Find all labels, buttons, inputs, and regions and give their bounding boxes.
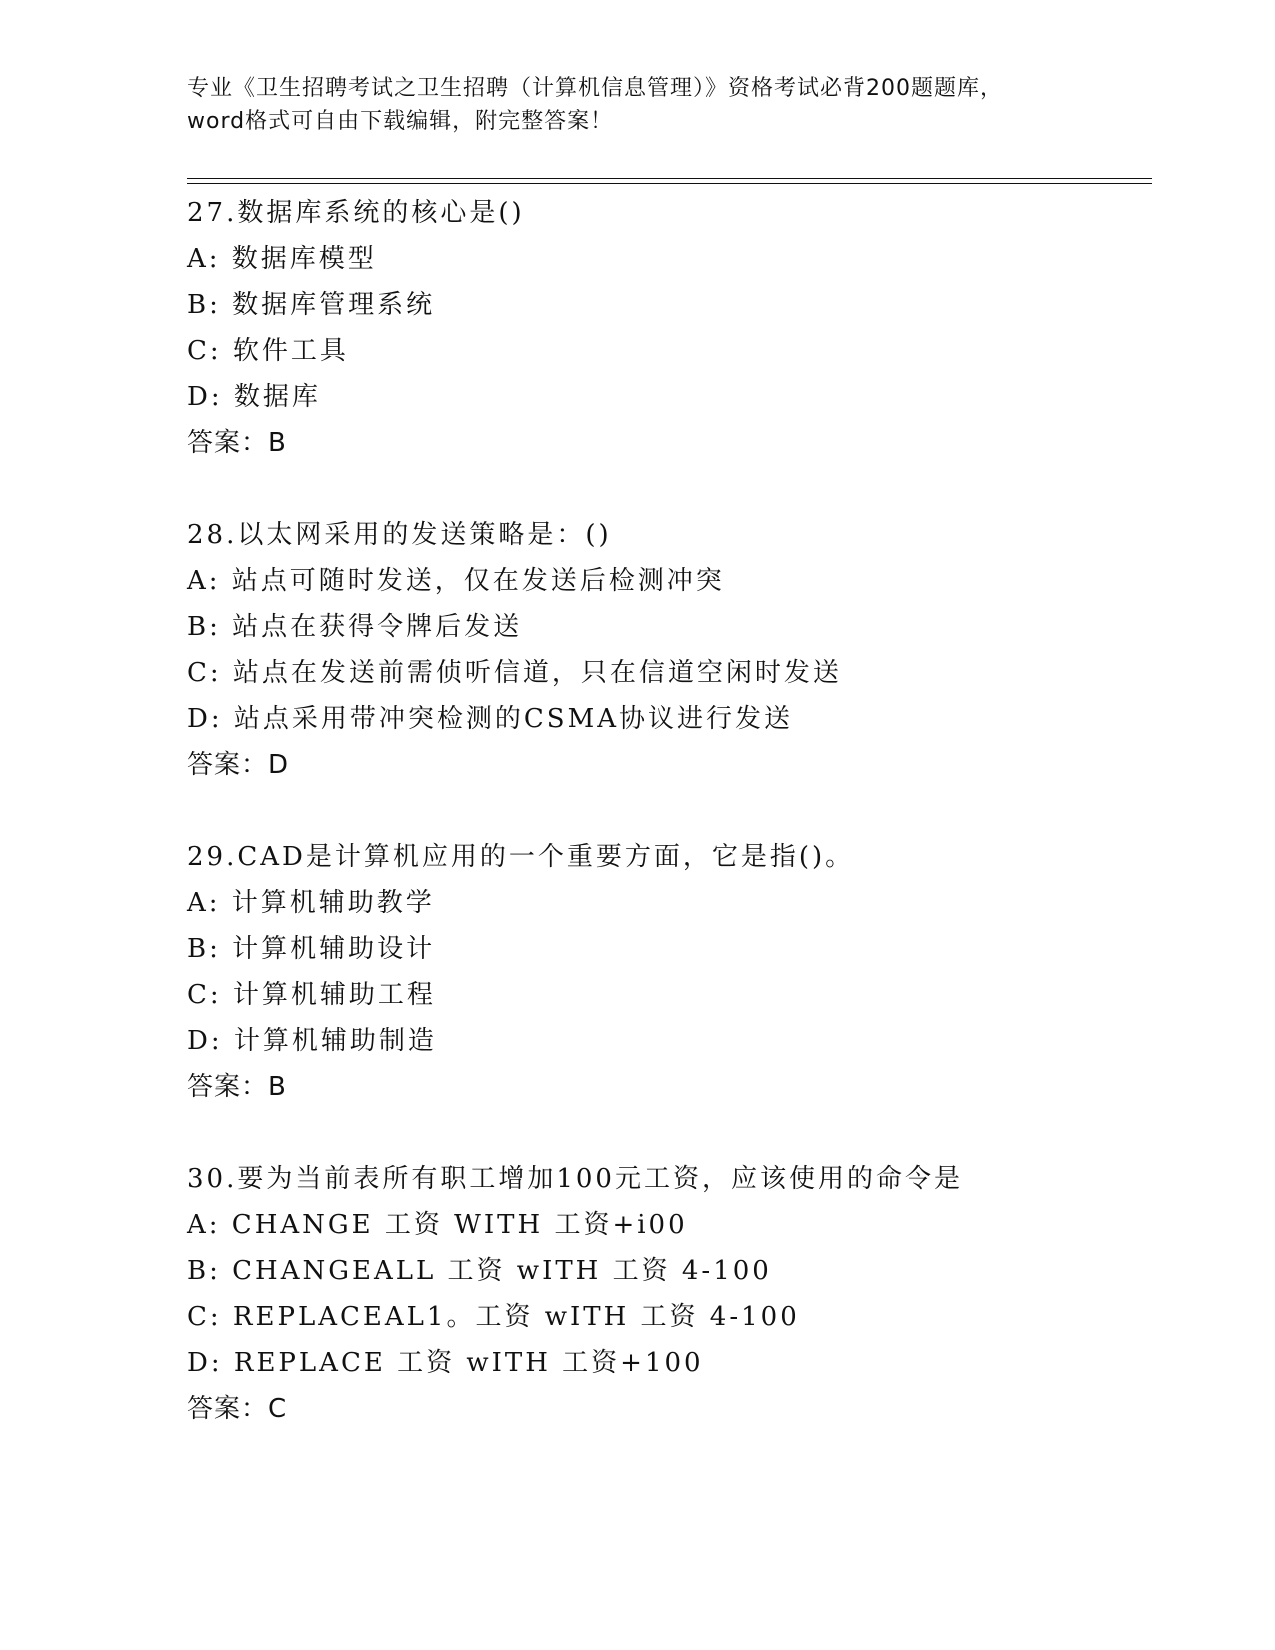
question-stem: 29.CAD是计算机应用的一个重要方面，它是指()。: [187, 842, 855, 872]
question-29: [187, 834, 1137, 1110]
option-d: D: 计算机辅助制造: [187, 1026, 437, 1056]
question-30: [187, 1156, 1137, 1432]
option-d: D: 站点采用带冲突检测的CSMA协议进行发送: [187, 704, 793, 734]
question-28: [187, 512, 1137, 788]
question-27: [187, 190, 1137, 466]
option-c: C: 站点在发送前需侦听信道，只在信道空闲时发送: [187, 658, 842, 688]
option-b: B: CHANGEALL 工资 wITH 工资 4-100: [187, 1256, 772, 1286]
answer: 答案：B: [187, 1072, 287, 1102]
option-d: D: REPLACE 工资 wITH 工资+100: [187, 1348, 704, 1378]
question-stem: 28.以太网采用的发送策略是：(): [187, 520, 612, 550]
option-b: B: 计算机辅助设计: [187, 934, 436, 964]
option-b: B: 数据库管理系统: [187, 290, 436, 320]
header-divider-top: [187, 178, 1152, 179]
option-a: A: CHANGE 工资 WITH 工资+i00: [187, 1210, 688, 1240]
question-stem: 30.要为当前表所有职工增加100元工资，应该使用的命令是: [187, 1164, 963, 1194]
option-a: A: 数据库模型: [187, 244, 377, 274]
header-line-1: 专业《卫生招聘考试之卫生招聘（计算机信息管理）》资格考试必背200题题库，: [187, 76, 1003, 101]
option-c: C: REPLACEAL1。工资 wITH 工资 4-100: [187, 1302, 800, 1332]
option-c: C: 软件工具: [187, 336, 349, 366]
answer: 答案：B: [187, 428, 287, 458]
option-a: A: 计算机辅助教学: [187, 888, 435, 918]
answer: 答案：D: [187, 750, 290, 780]
question-stem: 27.数据库系统的核心是(): [187, 198, 525, 228]
header-divider-bottom: [187, 183, 1152, 184]
answer: 答案：C: [187, 1394, 288, 1424]
option-b: B: 站点在获得令牌后发送: [187, 612, 523, 642]
option-a: A: 站点可随时发送，仅在发送后检测冲突: [187, 566, 725, 596]
option-d: D: 数据库: [187, 382, 321, 412]
question-list: [187, 190, 1137, 1478]
document-header: [187, 72, 1087, 138]
option-c: C: 计算机辅助工程: [187, 980, 436, 1010]
header-line-2: word格式可自由下载编辑，附完整答案！: [187, 109, 614, 134]
